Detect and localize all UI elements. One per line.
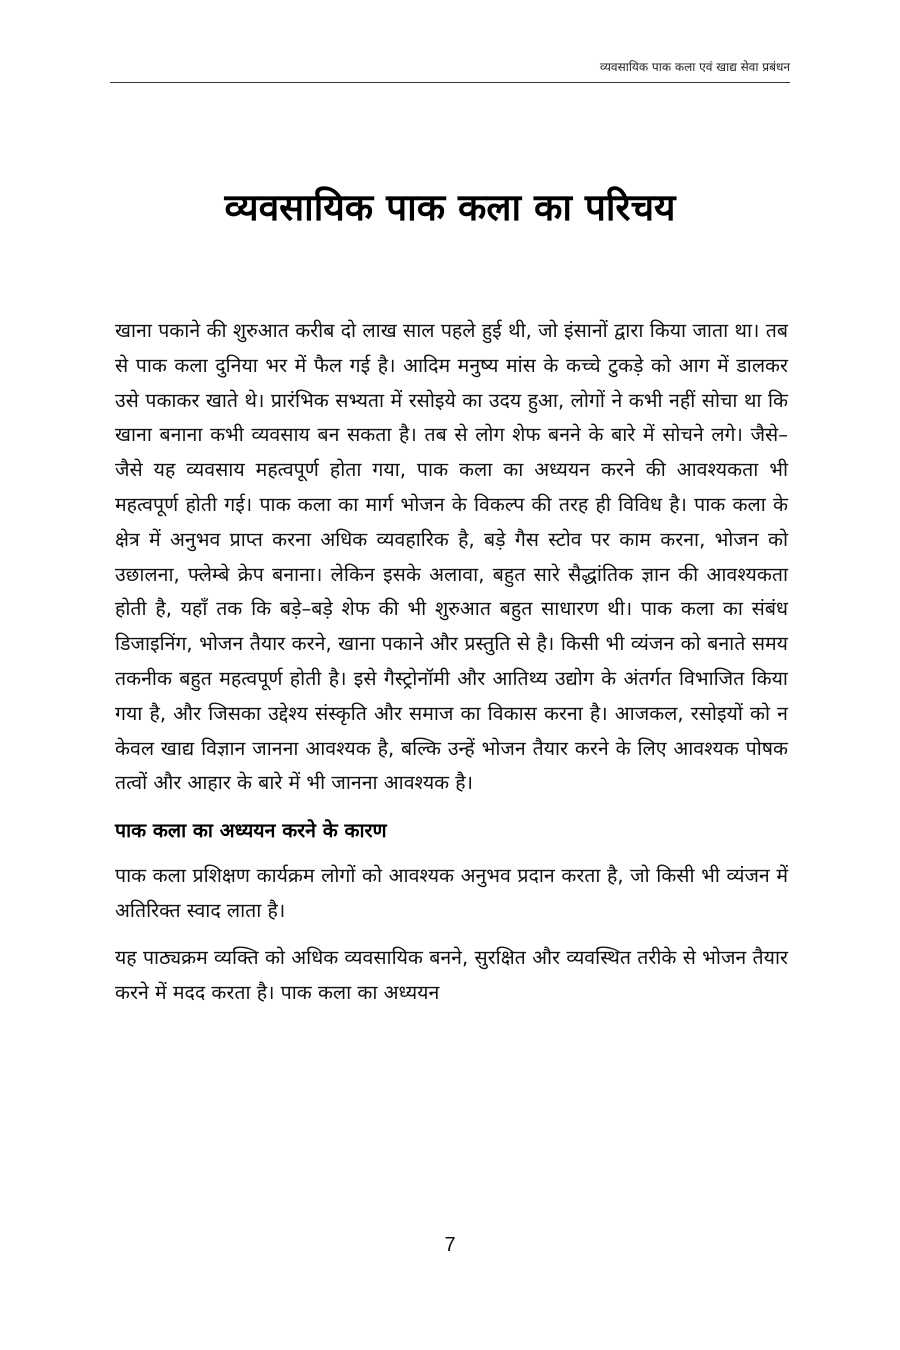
page-number: 7 bbox=[444, 1234, 456, 1256]
intro-paragraph: खाना पकाने की शुरुआत करीब दो लाख साल पहले हुई थी, जो इंसानों द्वारा किया जाता था। तब से पाक कला दुनिया भर में फैल गई है। आदिम मनुष्य मांस के कच्चे टुकड़े को आग में डालकर उसे पकाकर खाते थे। प्रारंभिक सभ्यता में रसोइये का उदय हुआ, लोगों ने कभी नहीं सोचा था कि खाना बनाना कभी व्यवसाय बन सकता है। तब से लोग शेफ बनने के बारे में सोचने लगे। जैसे–जैसे यह व्यवसाय महत्वपूर्ण होता गया, पाक कला का अध्ययन करने की आवश्यकता भी महत्वपूर्ण होती गई। पाक कला का मार्ग भोजन के विकल्प की तरह ही विविध है। पाक कला के क्षेत्र में अनुभव प्राप्त करना अधिक व्यवहारिक है, बड़े गैस स्टोव पर काम करना, भोजन को उछालना, फ्लेम्बे क्रेप बनाना। लेकिन इसके अलावा, बहुत सारे सैद्धांतिक ज्ञान की आवश्यकता होती है, यहाँ तक कि बड़े–बड़े शेफ की भी शुरुआत बहुत साधारण थी। पाक कला का संबंध डिजाइनिंग, भोजन तैयार करने, खाना पकाने और प्रस्तुति से है। किसी भी व्यंजन को बनाते समय तकनीक बहुत महत्वपूर्ण होती है। इसे गैस्ट्रोनॉमी और आतिथ्य उद्योग के अंतर्गत विभाजित किया गया है, और जिसका उद्देश्य संस्कृति और समाज का विकास करना है। आजकल, रसोइयों को न केवल खाद्य विज्ञान जानना आवश्यक है, बल्कि उन्हें भोजन तैयार करने के लिए आवश्यक पोषक तत्वों और आहार के बारे में भी जानना आवश्यक है। bbox=[115, 319, 788, 795]
header-divider bbox=[110, 82, 790, 83]
page-body bbox=[115, 314, 788, 1010]
chapter-title: व्यवसायिक पाक कला का परिचय bbox=[224, 186, 676, 229]
reason-paragraph-1: पाक कला प्रशिक्षण कार्यक्रम लोगों को आवश्यक अनुभव प्रदान करता है, जो किसी भी व्यंजन में अतिरिक्त स्वाद लाता है। bbox=[115, 864, 788, 922]
running-header-title: व्यवसायिक पाक कला एवं खाद्य सेवा प्रबंधन bbox=[599, 60, 790, 74]
reason-paragraph-2: यह पाठ्यक्रम व्यक्ति को अधिक व्यवसायिक बनने, सुरक्षित और व्यवस्थित तरीके से भोजन तैयार करने में मदद करता है। पाक कला का अध्ययन bbox=[115, 945, 788, 1004]
section-heading: पाक कला का अध्ययन करने के कारण bbox=[115, 819, 387, 843]
